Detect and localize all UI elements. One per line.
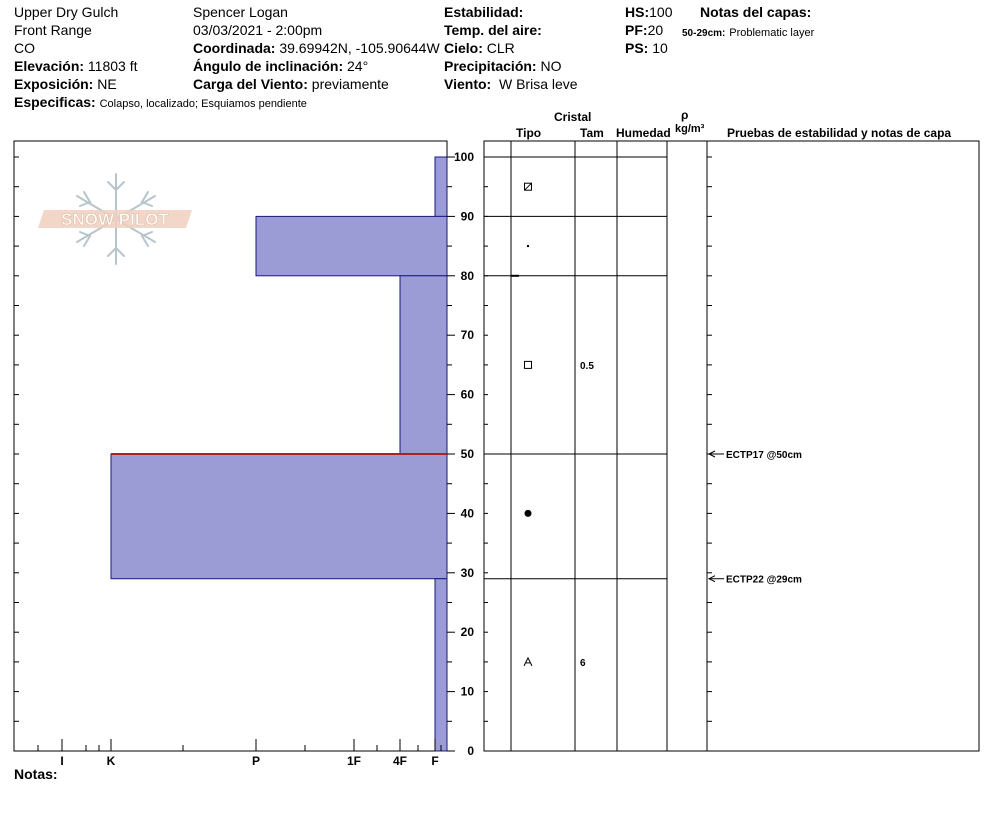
y-tick-label: 100 [453,150,474,164]
location: Upper Dry Gulch [14,4,119,20]
air-temp-label: Temp. del aire: [444,22,542,38]
y-tick-label: 20 [460,625,474,640]
logo-text: SNOW PILOT [61,210,169,229]
ps-label: PS: [625,40,649,56]
y-tick-label: 0 [467,744,474,758]
wind-load-value: previamente [311,76,389,92]
x-tick-label: 1F [346,754,362,768]
pf-label: PF: [625,22,648,38]
elevation-label: Elevación: [14,58,85,74]
density-unit-header: kg/m³ [675,123,705,135]
y-tick-label: 90 [460,209,474,224]
wind-load-label: Carga del Viento: [193,76,308,92]
hardness-layer-bar [435,157,447,216]
y-tick-label: 60 [460,387,474,402]
tests-header: Pruebas de estabilidad y notas de capa [727,126,952,140]
crystal-header: Cristal [554,110,592,124]
hs-value: 100 [649,4,673,20]
y-tick-label: 40 [460,506,474,521]
y-tick-label: 80 [460,268,474,283]
incline-value: 24° [347,58,369,74]
moisture-header: Humedad [616,126,671,140]
specifics-label: Especificas: [14,94,96,110]
hardness-layer-bar [111,454,447,579]
crystal-size-label: 6 [580,657,586,669]
faceted-crystal-symbol [525,361,532,368]
incline-label: Ángulo de inclinación: [193,58,344,74]
stability-test-label: ECTP22 @29cm [726,574,802,586]
stability-test-label: ECTP17 @50cm [726,450,802,461]
x-tick-label: F [431,754,439,768]
stability-label: Estabilidad: [444,4,524,20]
layer-notes-label: Notas del capas: [700,4,812,20]
specifics-value: Colapso, localizado; Esquiamos pendiente [99,98,307,110]
pf-value: 20 [647,22,664,38]
layer-note-range: 50-29cm: [682,28,726,39]
range: Front Range [14,22,92,38]
type-header: Tipo [516,126,542,140]
y-tick-label: 50 [460,447,474,461]
y-tick-label: 10 [460,684,474,699]
sky-label: Cielo: [444,40,483,56]
layer-note-text: Problematic layer [729,27,815,39]
datetime: 03/03/2021 - 2:00pm [193,22,323,38]
wind-label: Viento: [444,76,492,92]
rounded-crystal-symbol [525,510,532,517]
sky-value: CLR [486,40,515,56]
wind-value: W Brisa leve [498,76,578,92]
rho-header: ρ [681,108,689,122]
x-tick-label: K [106,754,116,768]
decomposing-crystal-slash [525,183,532,190]
depth-hoar-crystal-symbol [524,658,532,666]
hardness-layer-bar [400,276,447,454]
hardness-layer-bar [256,216,447,275]
observer: Spencer Logan [193,4,288,20]
precip-value: NO [540,58,562,74]
precip-label: Precipitación: [444,58,537,74]
x-tick-label: P [251,754,261,768]
x-tick-label: 4F [392,754,408,768]
coord-value: 39.69942N, -105.90644W [279,40,440,56]
layer-table-frame [484,141,979,751]
x-tick-label: I [60,754,64,768]
elevation-value: 11803 ft [87,58,138,74]
state: CO [14,40,35,56]
hardness-layer-bar [435,579,447,751]
y-tick-label: 70 [460,328,474,343]
aspect-value: NE [97,76,117,92]
size-header: Tam [580,126,604,140]
y-tick-label: 30 [460,565,474,580]
ps-value: 10 [652,40,668,56]
hs-label: HS: [625,4,650,20]
notes-label: Notas: [14,766,58,782]
crystal-size-label: 0.5 [580,360,594,372]
aspect-label: Exposición: [14,76,94,92]
coord-label: Coordinada: [193,40,276,56]
dot-crystal-symbol [527,245,529,247]
